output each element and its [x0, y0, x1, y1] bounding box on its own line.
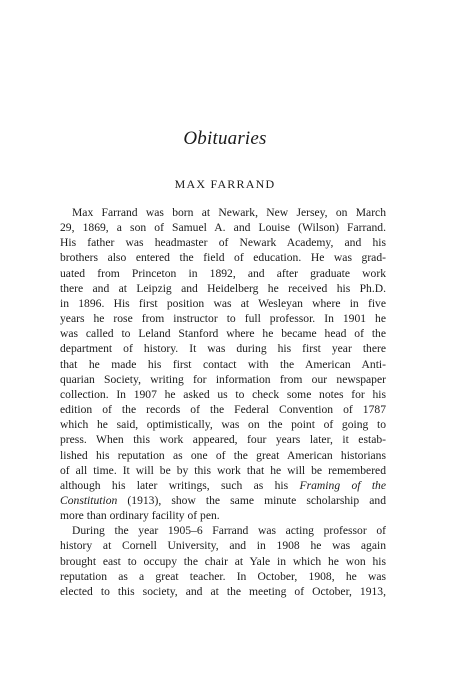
text-line: edition of the records of the Federal Convention of 1787: [60, 403, 386, 417]
text-line: quarian Society, writing for information from our newspaper: [60, 372, 386, 386]
text-line: During the year 1905–6 Farrand was acting professor of: [72, 524, 386, 538]
text-line: more than ordinary facility of pen.: [60, 509, 220, 523]
text-line: Max Farrand was born at Newark, New Jersey, on March: [72, 206, 386, 219]
paragraph-2: [60, 523, 386, 599]
text-line: there and at Leipzig and Heidelberg he received his Ph.D.: [60, 281, 386, 295]
text-line: lished his reputation as one of the great American historians: [60, 448, 386, 462]
text-line: reputation as a great teacher. In October, 1908, he was: [60, 569, 386, 583]
text-line: history at Cornell University, and in 1908 he was again: [60, 539, 386, 553]
text-line: that he made his first contact with the American Anti-: [60, 357, 386, 371]
text-line: brothers also entered the field of education. He was grad-: [60, 251, 386, 265]
text-line-with-italic: although his later writings, such as his Framing of the: [60, 478, 387, 492]
paragraph-1: [60, 205, 386, 523]
text-line: His father was headmaster of Newark Academy, and his: [60, 236, 386, 250]
text-line: of all time. It will be by this work that he will be remembered: [60, 463, 386, 477]
text-line: department of history. It was during his first year there: [60, 342, 386, 356]
text-line: brought east to occupy the chair at Yale in which he won his: [60, 554, 386, 568]
text-line-with-italic: Constitution (1913), show the same minute scholarship and: [60, 493, 386, 507]
text-line: collection. In 1907 he asked us to check some notes for his: [60, 387, 386, 401]
text-line: years he rose from instructor to full professor. In 1901 he: [60, 312, 386, 326]
article-body: [60, 205, 386, 599]
text-line: elected to this society, and at the meeting of October, 1913,: [60, 584, 386, 598]
text-line: 29, 1869, a son of Samuel A. and Louise (Wilson) Farrand.: [60, 221, 386, 235]
text-line: was called to Leland Stanford where he became head of the: [60, 327, 386, 341]
article-title: MAX FARRAND: [174, 177, 276, 191]
text-line: press. When this work appeared, four years later, it estab-: [60, 433, 386, 447]
text-line: which he said, optimistically, was on the point of going to: [60, 418, 386, 432]
text-line: in 1896. His first position was at Wesleyan where in five: [60, 296, 386, 310]
text-line: uated from Princeton in 1892, and after graduate work: [60, 266, 386, 280]
section-title: Obituaries: [183, 128, 267, 149]
